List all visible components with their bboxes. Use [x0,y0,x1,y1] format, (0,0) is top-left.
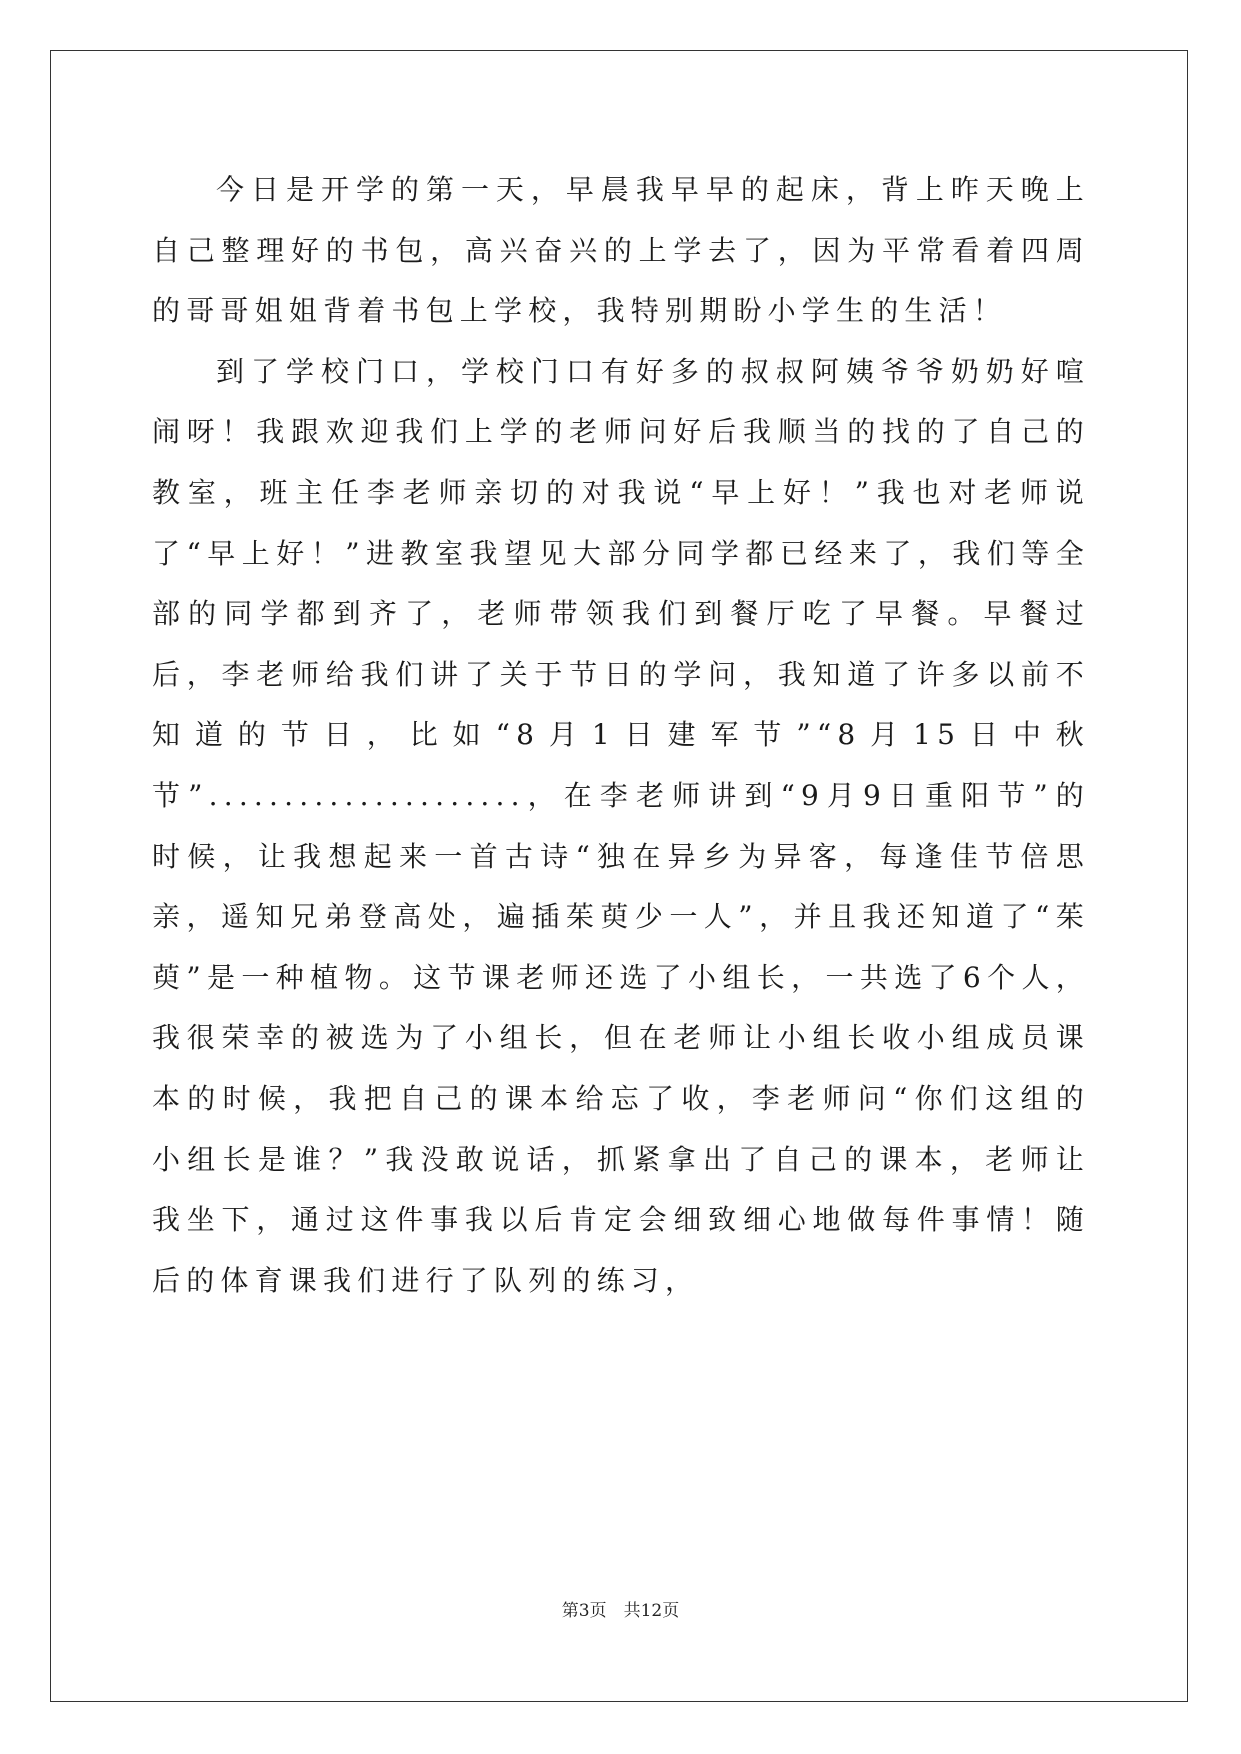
paragraph-first-day: 今日是开学的第一天，早晨我早早的起床，背上昨天晚上自己整理好的书包，高兴奋兴的上学去了，因为平常看着四周的哥哥姐姐背着书包上学校，我特别期盼小学生的生活！ [152,173,1090,328]
paragraph-school-gate: 到了学校门口，学校门口有好多的叔叔阿姨爷爷奶奶好喧闹呀！我跟欢迎我们上学的老师问好后我顺当的找的了自己的教室，班主任李老师亲切的对我说“早上好！”我也对老师说了“早上好！”进教室我望见大部分同学都已经来了，我们等全部的同学都到齐了，老师带领我们到餐厅吃了早餐。早餐过后，李老师给我们讲了关于节日的学问，我知道了许多以前不知道的节日，比如“8月1日建军节”“8月15日中秋节”.....................，在李老师讲到“9月9日重阳节”的时候，让我想起来一首古诗“独在异乡为异客，每逢佳节倍思亲，遥知兄弟登高处，遍插茱萸少一人”，并且我还知道了“茱萸”是一种植物。这节课老师还选了小组长，一共选了6个人，我很荣幸的被选为了小组长，但在老师让小组长收小组成员课本的时候，我把自己的课本给忘了收，李老师问“你们这组的小组长是谁？”我没敢说话，抓紧拿出了自己的课本，老师让我坐下，通过这件事我以后肯定会细致细心地做每件事情！随后的体育课我们进行了队列的练习， [152,354,1090,1297]
page-number-footer: 第3页 共12页 [561,1601,680,1621]
document-body [152,160,1090,1311]
